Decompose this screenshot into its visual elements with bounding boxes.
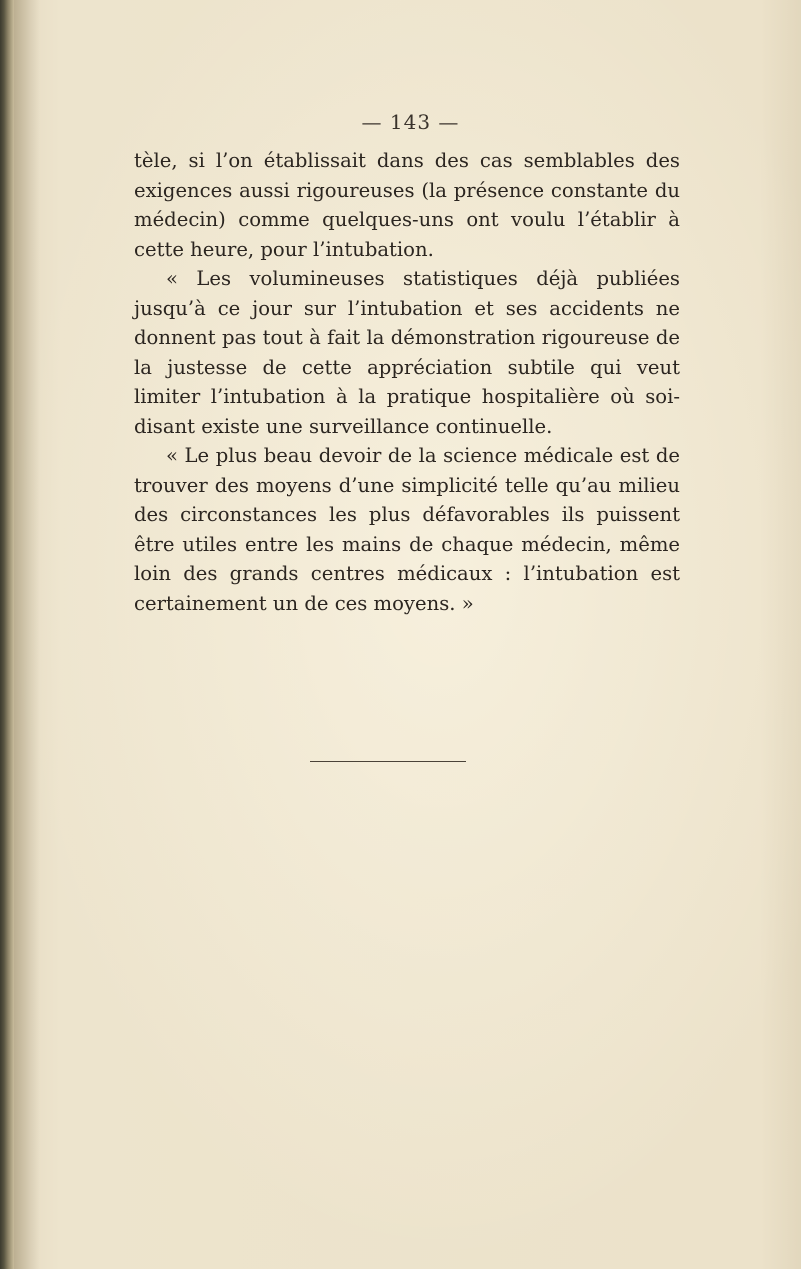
- paragraph-1: tèle, si l’on établissait dans des cas semblables des exigences aussi rigoureuses (la présence constante du médecin) comme quelques-uns ont voulu l’établir à cette heure, pour l’intubation.: [134, 149, 680, 261]
- body-text: [134, 146, 680, 618]
- page-number: — 143 —: [361, 110, 460, 134]
- binding-shadow: [14, 0, 40, 1269]
- binding-edge: [0, 0, 14, 1269]
- paragraph-3: « Le plus beau devoir de la science médicale est de trouver des moyens d’une simplicité telle qu’au milieu des circonstances les plus défavorables ils puissent être utiles entre les mains de chaque médecin, même loin des grands centres médicaux : l’intubation est certainement un de ces moyens. »: [134, 444, 680, 615]
- end-rule: [310, 761, 466, 762]
- paragraph-2: « Les volumineuses statistiques déjà publiées jusqu’à ce jour sur l’intubation et ses accidents ne donnent pas tout à fait la démonstration rigoureuse de la justesse de cette appréciation subtile qui veut limiter l’intubation à la pratique hospitalière où soi-disant existe une surveillance continuelle.: [134, 267, 680, 438]
